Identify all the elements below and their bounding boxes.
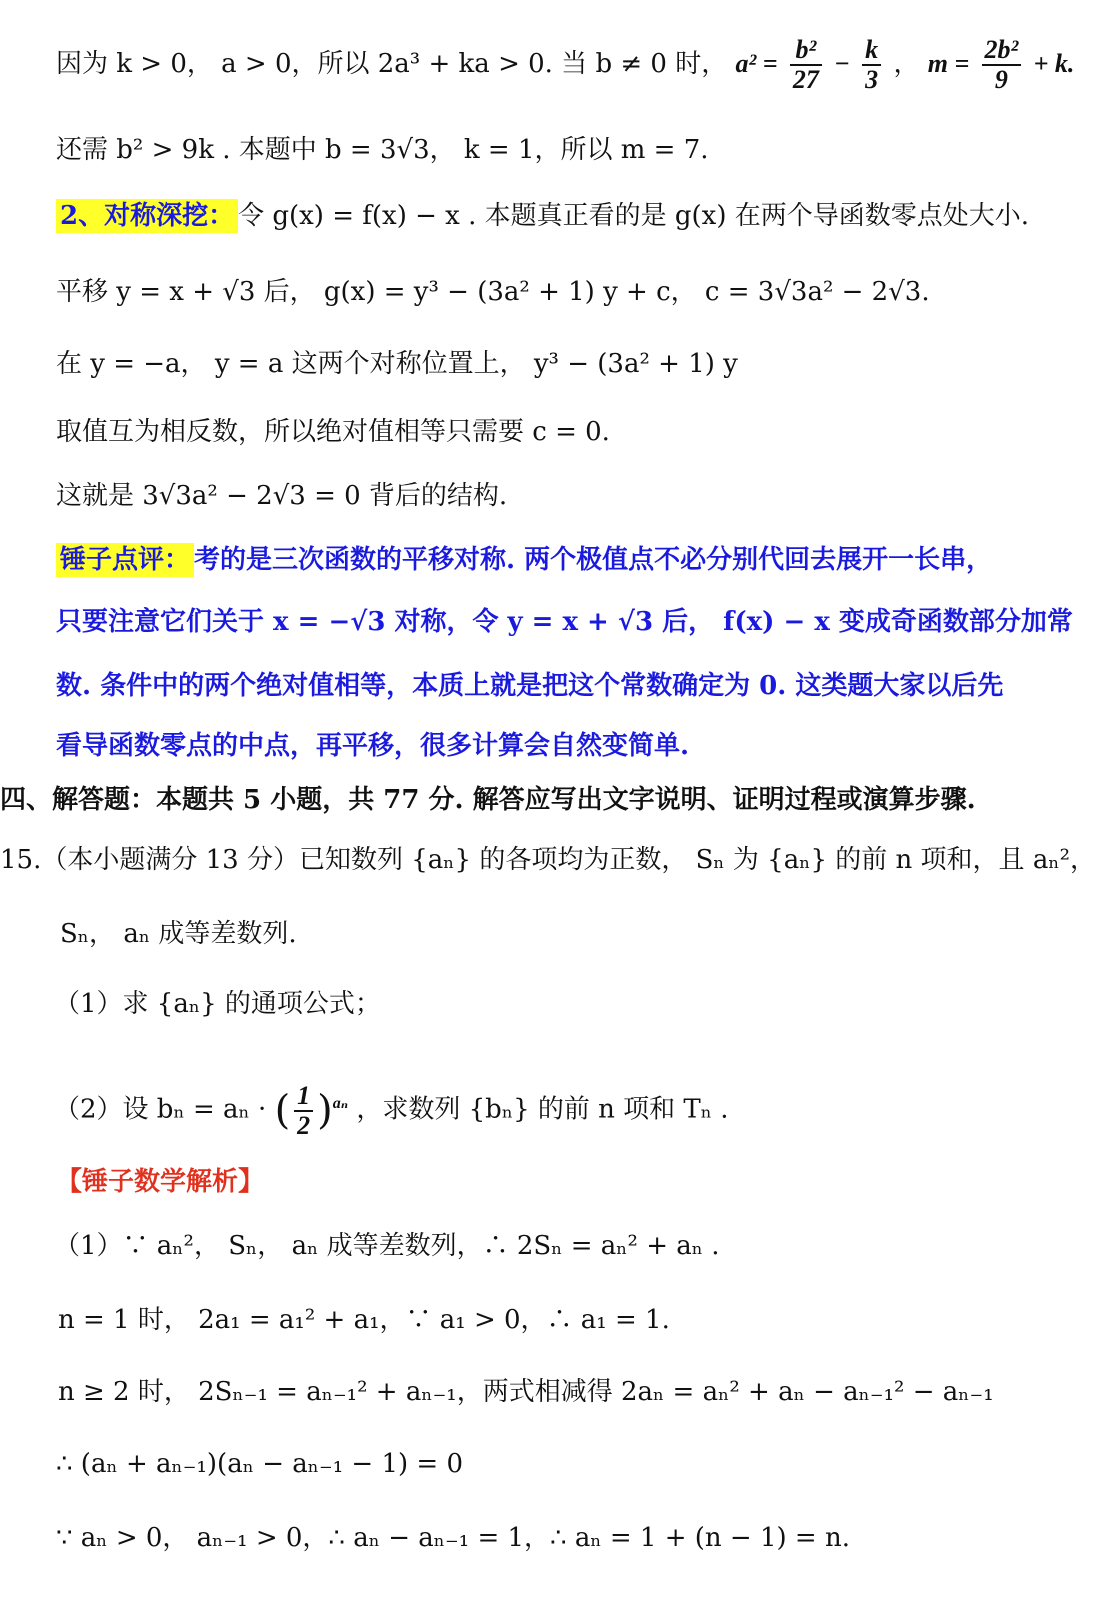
text-line-2 [56,130,1060,170]
line-10-text: 数. 条件中的两个绝对值相等，本质上就是把这个常数确定为 0. 这类题大家以后先 [56,671,1004,701]
fraction-numerator: 2b² [982,36,1022,66]
line-4-text: 平移 y = x + √3 后， g(x) = y³ − (3a² + 1) y + c， c = 3√3a² − 2√3. [56,277,930,307]
fraction-numerator: k [862,36,881,66]
text-line-19 [58,1300,1060,1340]
text-line-7 [56,476,1060,516]
fraction-numerator: 1 [294,1082,313,1112]
line-16-text-a: （2）设 bₙ = aₙ · [54,1094,267,1125]
text-line-9 [56,602,1073,642]
fraction-denominator: 27 [792,65,819,94]
symmetry-label: 2、对称深挖： [56,199,238,233]
text-line-18 [54,1226,1060,1266]
line-18-text: （1）∵ aₙ²， Sₙ， aₙ 成等差数列，∴ 2Sₙ = aₙ² + aₙ . [54,1231,720,1261]
line-13-text: 15.（本小题满分 13 分）已知数列 {aₙ} 的各项均为正数， Sₙ 为 {aₙ} 的前 n 项和，且 aₙ²， [0,845,1096,875]
fraction-denominator: 9 [994,65,1008,94]
text-line-5 [56,344,1060,384]
right-paren: ) [317,1087,333,1134]
fraction-denominator: 2 [297,1110,311,1140]
line-9-text: 只要注意它们关于 x = −√3 对称，令 y = x + √3 后， f(x) − x 变成奇函数部分加常 [56,607,1073,637]
text-line-6 [56,412,1060,452]
text-line-3 [56,196,1060,236]
line-1-text: 因为 k > 0， a > 0，所以 2a³ + ka > 0. 当 b ≠ 0 时， [56,49,728,79]
a-squared-eq: a² = [735,49,778,78]
problem-15-statement [0,840,1096,880]
fraction-numerator: b² [790,36,822,66]
text-line-4 [56,272,1060,312]
fraction-1-2 [294,1082,313,1140]
line-2-text: 还需 b² > 9k . 本题中 b = 3√3， k = 1，所以 m = 7. [56,135,709,165]
line-17-text: 【锤子数学解析】 [56,1167,265,1197]
comma: ， [893,49,920,79]
line-22-text: ∵ aₙ > 0， aₙ₋₁ > 0，∴ aₙ − aₙ₋₁ = 1，∴ aₙ = 1 + (n − 1) = n. [56,1523,850,1553]
text-line-22 [56,1518,1060,1558]
text-line-14 [60,914,1060,954]
section-heading [0,780,1060,820]
text-line-21 [56,1444,1060,1484]
text-line-1 [56,35,1075,94]
fraction-denominator: 3 [865,65,879,94]
part-1-question [54,984,1060,1024]
line-15-text: （1）求 {aₙ} 的通项公式； [54,989,381,1019]
line-20-text: n ≥ 2 时， 2Sₙ₋₁ = aₙ₋₁² + aₙ₋₁，两式相减得 2aₙ = aₙ² + aₙ − aₙ₋₁² − aₙ₋₁ [58,1377,994,1407]
fraction-2b2-9 [982,36,1022,94]
line-19-text: n = 1 时， 2a₁ = a₁² + a₁，∵ a₁ > 0，∴ a₁ = 1. [58,1305,670,1335]
fraction-b2-27 [790,36,822,94]
text-line-20 [58,1372,1060,1412]
m-eq: m = [927,49,970,78]
exponent: aₙ [332,1095,349,1112]
line-5-text: 在 y = −a， y = a 这两个对称位置上， y³ − (3a² + 1) y [56,349,738,379]
line-16-text-b: ，求数列 {bₙ} 的前 n 项和 Tₙ . [356,1094,729,1125]
text-line-10 [56,666,1060,706]
left-paren: ( [274,1087,291,1134]
line-12-text: 四、解答题：本题共 5 小题，共 77 分. 解答应写出文字说明、证明过程或演算步骤. [0,785,976,815]
comment-label: 锤子点评： [56,543,194,577]
plus-k: + k. [1033,49,1075,78]
fraction-k-3 [862,36,881,94]
line-7-text: 这就是 3√3a² − 2√3 = 0 背后的结构. [56,481,508,511]
line-3-text: 令 g(x) = f(x) − x . 本题真正看的是 g(x) 在两个导函数零点处大小. [238,201,1029,231]
line-8-text: 考的是三次函数的平移对称. 两个极值点不必分别代回去展开一长串， [194,545,993,575]
minus-sign: − [834,49,850,78]
line-14-text: Sₙ， aₙ 成等差数列. [60,919,297,949]
part-2-question [54,1080,1060,1140]
solution-heading [56,1162,1060,1202]
line-6-text: 取值互为相反数，所以绝对值相等只需要 c = 0. [56,417,610,447]
line-11-text: 看导函数零点的中点，再平移，很多计算会自然变简单. [56,731,690,761]
text-line-11 [56,726,1060,766]
line-21-text: ∴ (aₙ + aₙ₋₁)(aₙ − aₙ₋₁ − 1) = 0 [56,1449,464,1479]
text-line-8 [56,540,1060,580]
